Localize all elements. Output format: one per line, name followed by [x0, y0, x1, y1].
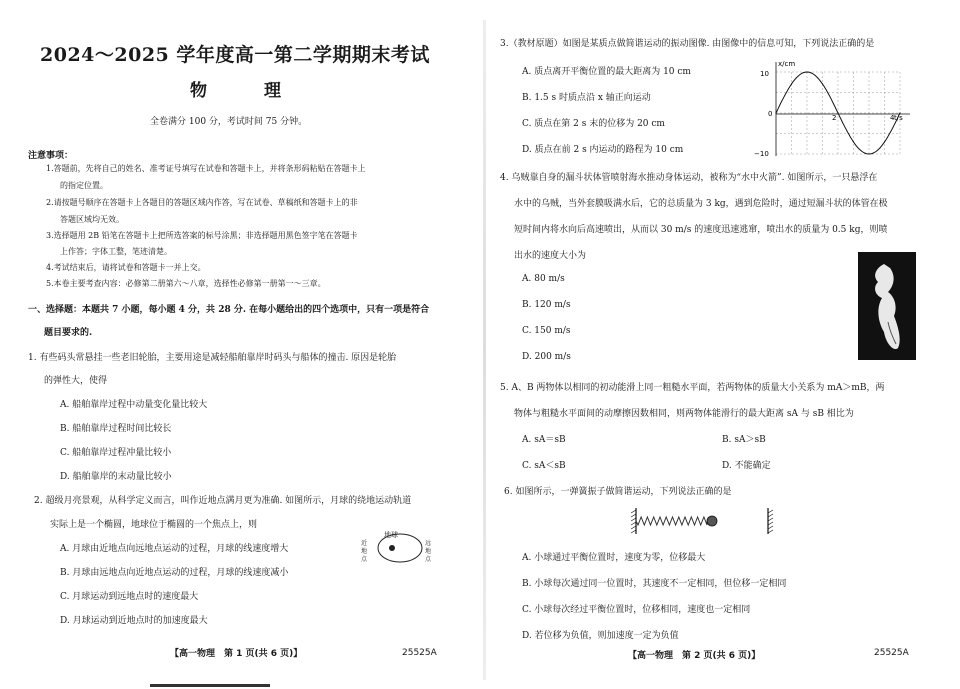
- q5-option-c: C. sA＜sB: [522, 461, 566, 471]
- q2-stem: 2. 超级月亮景观，从科学定义而言，叫作近地点满月更为准确. 如图所示，月球的绕地运动轨道: [34, 496, 412, 506]
- subject-title: 物 理: [190, 81, 301, 101]
- q1-option-c: C. 船舶靠岸过程冲量比较小: [60, 448, 172, 458]
- x-tick-label: 4: [890, 114, 895, 122]
- exam-title: 2024～2025 学年度高一第二学期期末考试: [40, 44, 430, 66]
- notice-heading: 注意事项：: [28, 151, 74, 161]
- q3-option-a: A. 质点离开平衡位置的最大距离为 10 cm: [522, 67, 691, 77]
- page-code: 25525A: [874, 648, 909, 658]
- notice-line: 5.本卷主要考查内容：必修第二册第六～八章，选择性必修第一册第一～三章。: [46, 279, 326, 288]
- wall-hatch: [631, 514, 636, 517]
- q6-option-a: A. 小球通过平衡位置时，速度为零，位移最大: [522, 553, 706, 563]
- notice-line: 3.选择题用 2B 铅笔在答题卡上把所选答案的标号涂黑；非选择题用黑色签字笔在答题卡: [46, 231, 358, 240]
- wall-hatch: [768, 518, 773, 521]
- wall-hatch: [768, 526, 773, 529]
- data-point: [868, 153, 869, 154]
- notice-line: 上作答；字体工整，笔迹清楚。: [60, 247, 172, 256]
- notice-line: 2.请按题号顺序在答题卡上各题目的答题区域内作答，写在试卷、草稿纸和答题卡上的非: [46, 198, 358, 207]
- q5-stem: 5. A、B 两物体以相同的初动能滑上同一粗糙水平面，若两物体的质量大小关系为 mA＞mB，两: [500, 383, 885, 393]
- notice-line: 4.考试结束后，请将试卷和答题卡一并上交。: [46, 263, 206, 272]
- shm-graph: [750, 58, 920, 158]
- q2-option-d: D. 月球运动到近地点时的加速度最大: [60, 616, 208, 626]
- spring-oscillator-figure: [630, 500, 776, 540]
- wall-hatch: [631, 526, 636, 529]
- wall-hatch: [631, 510, 636, 513]
- y-tick-label: −10: [754, 150, 769, 158]
- q4-option-b: B. 120 m/s: [522, 300, 571, 310]
- data-point: [884, 141, 885, 142]
- page-footer: 【高一物理 第 1 页(共 6 页)】: [170, 649, 303, 659]
- data-point: [775, 112, 776, 113]
- right-page: [486, 0, 960, 689]
- wall-hatch: [631, 522, 636, 525]
- data-point: [853, 141, 854, 142]
- q6-option-b: B. 小球每次通过同一位置时，其速度不一定相同，但位移一定相同: [522, 579, 787, 589]
- q6-option-c: C. 小球每次经过平衡位置时，位移相同，速度也一定相同: [522, 605, 751, 615]
- q3-option-b: B. 1.5 s 时质点沿 x 轴正向运动: [522, 93, 651, 103]
- orbit-diagram: [356, 524, 446, 576]
- data-point: [791, 83, 792, 84]
- wall-hatch: [631, 518, 636, 521]
- q3-stem: 3.（教材原题）如图是某质点做简谐运动的振动图像. 由图像中的信息可知，下列说法正确的是: [500, 39, 875, 49]
- far-point-label: 远地点: [425, 540, 432, 563]
- q4-option-d: D. 200 m/s: [522, 352, 571, 362]
- q5-option-b: B. sA＞sB: [722, 435, 766, 445]
- wall-hatch: [768, 530, 773, 533]
- q2-option-b: B. 月球由远地点向近地点运动的过程，月球的线速度减小: [60, 568, 289, 578]
- q2-option-a: A. 月球由近地点向远地点运动的过程，月球的线速度增大: [60, 544, 289, 554]
- y-tick-label: 0: [768, 110, 773, 118]
- q1-option-a: A. 船舶靠岸过程中动量变化量比较大: [60, 400, 208, 410]
- x-unit-label: t/s: [894, 114, 903, 122]
- y-tick-label: 10: [760, 70, 769, 78]
- q4-stem-cont: 短时间内将水向后高速喷出，从而以 30 m/s 的速度迅速逃窜，喷出水的质量为 0.5 kg，则喷: [514, 225, 888, 235]
- wall-hatch: [768, 522, 773, 525]
- q1-stem-cont: 的弹性大，使得: [44, 376, 108, 386]
- x-tick-label: 2: [832, 114, 837, 122]
- data-point: [899, 112, 900, 113]
- q1-option-d: D. 船舶靠岸的末动量比较小: [60, 472, 172, 482]
- data-point: [822, 83, 823, 84]
- scan-mark: [150, 684, 270, 687]
- q3-option-d: D. 质点在前 2 s 内运动的路程为 10 cm: [522, 145, 684, 155]
- wall-hatch: [631, 530, 636, 533]
- q2-stem-cont: 实际上是一个椭圆，地球位于椭圆的一个焦点上，则: [50, 520, 258, 530]
- q4-stem-cont: 出水的速度大小为: [514, 251, 587, 261]
- q6-stem: 6. 如图所示，一弹簧振子做简谐运动，下列说法正确的是: [504, 487, 732, 497]
- notice-line: 的指定位置。: [60, 181, 108, 190]
- notice-line: 1.答题前，先将自己的姓名、准考证号填写在试卷和答题卡上，并将条形码粘贴在答题卡上: [46, 164, 366, 173]
- wall-hatch: [768, 510, 773, 513]
- q3-option-c: C. 质点在第 2 s 末的位移为 20 cm: [522, 119, 665, 129]
- data-point: [837, 112, 838, 113]
- q4-option-a: A. 80 m/s: [522, 274, 565, 284]
- q4-stem: 4. 乌贼靠自身的漏斗状体管喷射海水推动身体运动，被称为“水中火箭”. 如图所示，一只悬浮在: [500, 173, 878, 183]
- q2-option-c: C. 月球运动到远地点时的速度最大: [60, 592, 199, 602]
- earth-label: 地球: [384, 531, 398, 539]
- squid-photo: [858, 252, 916, 360]
- q5-option-d: D. 不能确定: [722, 461, 771, 471]
- q6-option-d: D. 若位移为负值，则加速度一定为负值: [522, 631, 679, 641]
- q4-option-c: C. 150 m/s: [522, 326, 571, 336]
- data-point: [806, 71, 807, 72]
- q1-option-b: B. 船舶靠岸过程时间比较长: [60, 424, 172, 434]
- section-title-cont: 题目要求的.: [44, 328, 93, 338]
- page-code: 25525A: [402, 648, 437, 658]
- near-point-label: 近地点: [361, 540, 368, 563]
- q4-stem-cont: 水中的乌贼，当外套膜吸满水后，它的总质量为 3 kg，遇到危险时，通过短漏斗状的体管在极: [514, 199, 888, 209]
- wall-hatch: [768, 514, 773, 517]
- page-footer: 【高一物理 第 2 页(共 6 页)】: [628, 651, 761, 661]
- q5-stem-cont: 物体与粗糙水平面间的动摩擦因数相同，则两物体能滑行的最大距离 sA 与 sB 相比为: [514, 409, 854, 419]
- q1-stem: 1. 有些码头常悬挂一些老旧轮胎，主要用途是减轻船舶靠岸时码头与船体的撞击. 原因是轮胎: [28, 353, 397, 363]
- notice-line: 答题区域均无效。: [60, 215, 124, 224]
- q5-option-a: A. sA＝sB: [522, 435, 566, 445]
- section-title: 一、选择题：本题共 7 小题，每小题 4 分，共 28 分. 在每小题给出的四个选项中，只有一项是符合: [28, 305, 430, 315]
- y-unit-label: x/cm: [778, 60, 796, 68]
- score-note: 全卷满分 100 分，考试时间 75 分钟。: [150, 117, 308, 127]
